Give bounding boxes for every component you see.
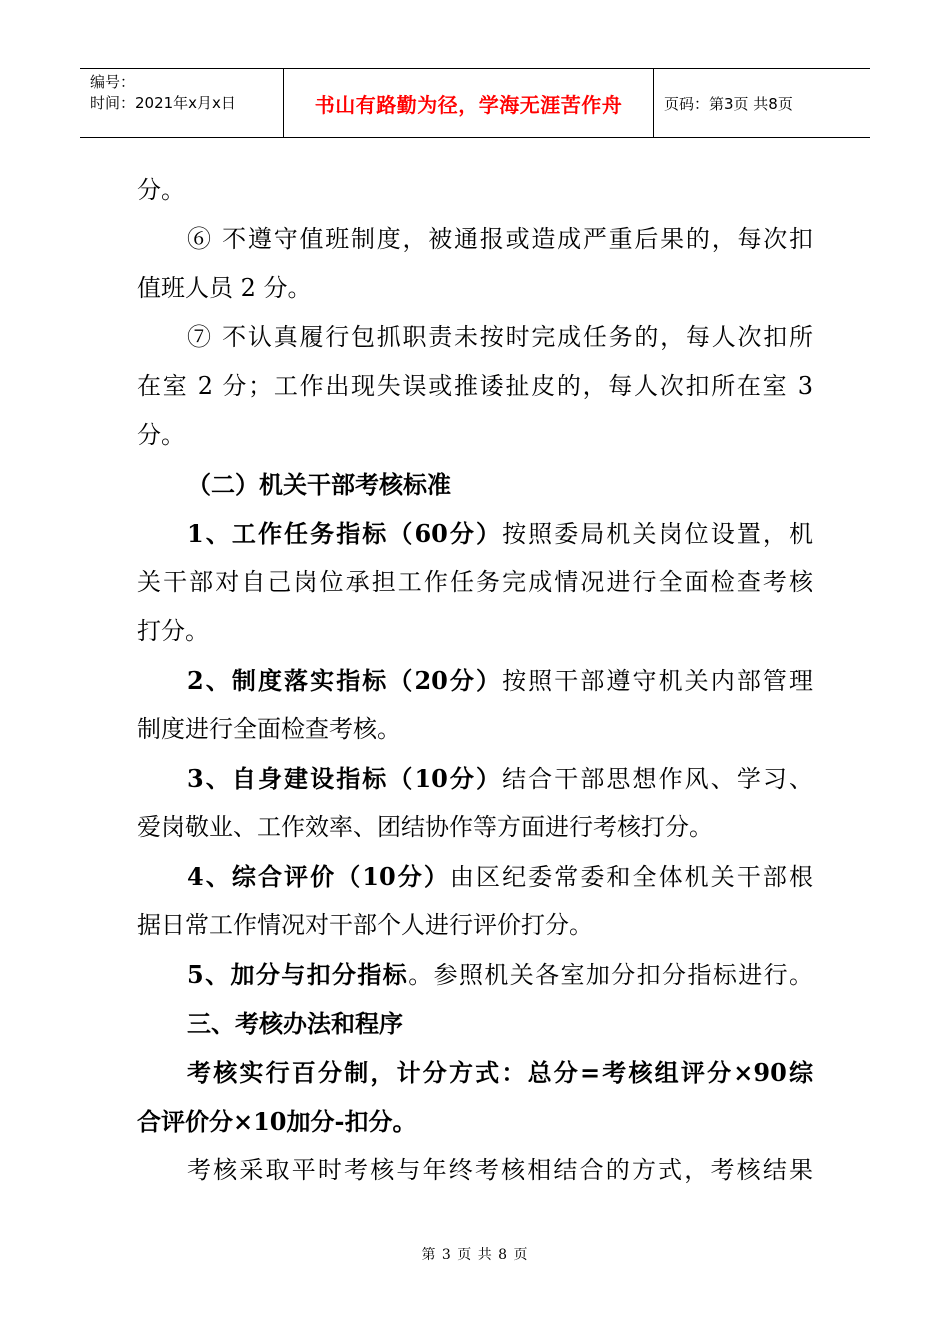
text-line bbox=[137, 754, 813, 803]
text-line bbox=[137, 656, 813, 705]
line-text: ⑥ 不遵守值班制度，被通报或造成严重后果的，每次扣 bbox=[187, 225, 813, 253]
line-text: 分。 bbox=[137, 176, 185, 204]
text-line bbox=[137, 264, 813, 313]
line-text: 值班人员 2 分。 bbox=[137, 274, 312, 302]
text-line bbox=[137, 901, 813, 950]
line-text: 分。 bbox=[137, 421, 185, 449]
line-text: 。参照机关各室加分扣分指标进行。 bbox=[408, 961, 813, 989]
line-text: 由区纪委常委和全体机关干部根 bbox=[449, 863, 813, 891]
bold-heading: 三、考核办法和程序 bbox=[187, 1009, 403, 1038]
page-footer: 第 3 页 共 8 页 bbox=[421, 1247, 529, 1263]
text-line bbox=[137, 999, 813, 1048]
text-line bbox=[137, 411, 813, 460]
line-text: ⑦ 不认真履行包抓职责未按时完成任务的，每人次扣所 bbox=[187, 323, 813, 351]
text-line bbox=[137, 558, 813, 607]
line-text: 按照干部遵守机关内部管理 bbox=[502, 667, 813, 695]
text-line bbox=[137, 313, 813, 362]
line-text: 在室 2 分；工作出现失误或推诿扯皮的，每人次扣所在室 3 bbox=[137, 372, 813, 400]
text-line bbox=[137, 509, 813, 558]
text-line bbox=[137, 852, 813, 901]
line-text: 打分。 bbox=[137, 617, 209, 645]
header-motto: 书山有路勤为径，学海无涯苦作舟 bbox=[284, 69, 654, 137]
text-line bbox=[137, 166, 813, 215]
bold-heading: 合评价分×10加分-扣分。 bbox=[137, 1107, 417, 1136]
line-text: 结合干部思想作风、学习、 bbox=[502, 765, 813, 793]
bold-heading: 5、加分与扣分指标 bbox=[187, 960, 409, 989]
text-line bbox=[137, 803, 813, 852]
bold-heading: 考核实行百分制，计分方式：总分=考核组评分×90综 bbox=[187, 1058, 813, 1087]
text-line bbox=[137, 1048, 813, 1097]
line-text: 制度进行全面检查考核。 bbox=[137, 715, 401, 743]
text-line bbox=[137, 460, 813, 509]
doc-date-label: 时间：2021年x月x日 bbox=[90, 94, 236, 112]
bold-heading: 2、制度落实指标（20分） bbox=[187, 666, 503, 695]
line-text: 关干部对自己岗位承担工作任务完成情况进行全面检查考核 bbox=[137, 568, 813, 596]
text-line bbox=[137, 1146, 813, 1195]
header-meta bbox=[80, 69, 284, 137]
text-line bbox=[137, 215, 813, 264]
line-text: 据日常工作情况对干部个人进行评价打分。 bbox=[137, 911, 593, 939]
page-header bbox=[80, 68, 870, 138]
document-body bbox=[137, 166, 813, 1195]
text-line bbox=[137, 362, 813, 411]
text-line bbox=[137, 607, 813, 656]
text-line bbox=[137, 705, 813, 754]
bold-heading: 4、综合评价（10分） bbox=[187, 862, 450, 891]
line-text: 考核采取平时考核与年终考核相结合的方式，考核结果 bbox=[187, 1156, 813, 1184]
text-line bbox=[137, 950, 813, 999]
bold-heading: 3、自身建设指标（10分） bbox=[187, 764, 503, 793]
line-text: （二）机关干部考核标准 bbox=[187, 470, 451, 499]
bold-heading: 1、工作任务指标（60分） bbox=[187, 519, 503, 548]
line-text: 按照委局机关岗位设置，机 bbox=[502, 520, 813, 548]
header-page-info: 页码：第3页 共8页 bbox=[664, 94, 793, 113]
text-line bbox=[137, 1097, 813, 1146]
line-text: 爱岗敬业、工作效率、团结协作等方面进行考核打分。 bbox=[137, 813, 713, 841]
doc-number-label: 编号： bbox=[90, 73, 136, 91]
